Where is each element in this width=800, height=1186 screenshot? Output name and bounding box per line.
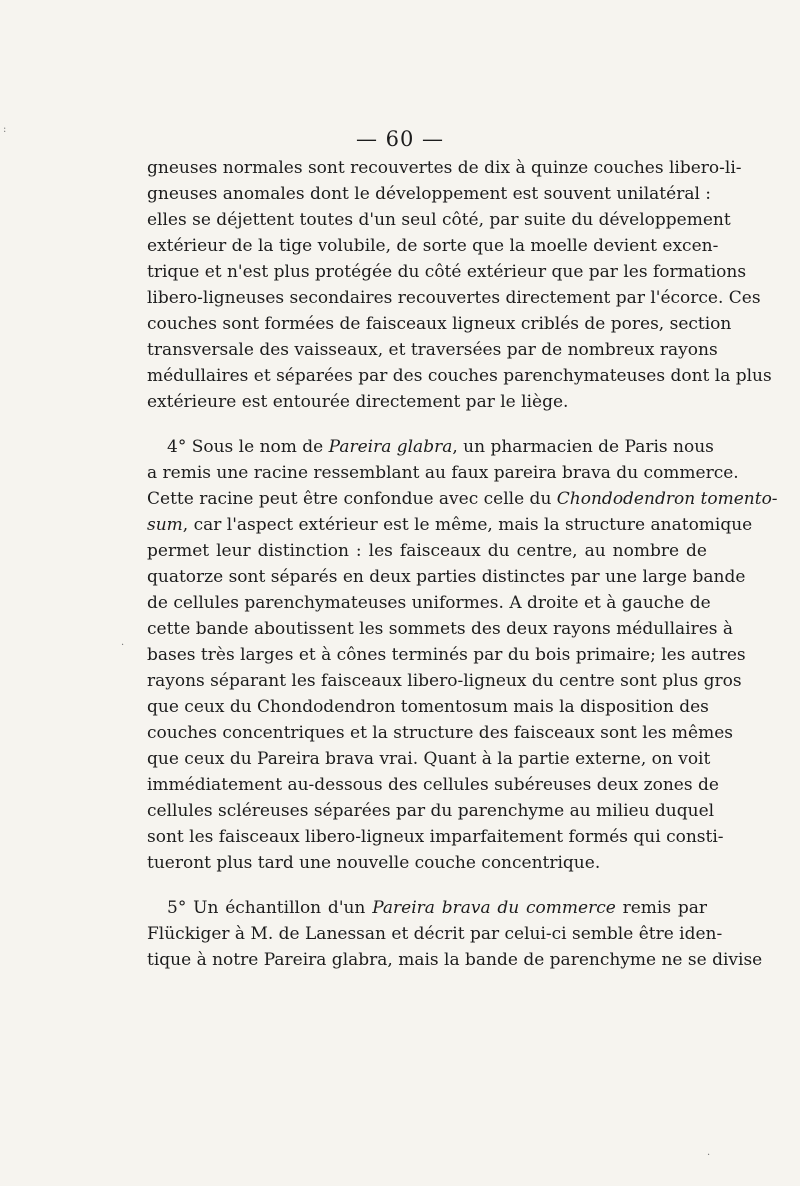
text-line: sont les faisceaux libero-ligneux imparfaitement formés qui consti- [147,827,724,847]
text-line: de cellules parenchymateuses uniformes. A droite et à gauche de [147,593,711,613]
scan-speck: · [121,640,125,651]
text-line: Flückiger à M. de Lanessan et décrit par celui-ci semble être iden- [147,924,723,944]
text-line [147,513,753,537]
text-line [167,435,714,459]
text-span: Cette racine peut être confondue avec celle du [147,489,552,509]
text-line: immédiatement au-dessous des cellules subéreuses deux zones de [147,775,719,795]
text-line: que ceux du Chondodendron tomentosum mais la disposition des [147,697,709,717]
italic-span: Chondodendron tomento- [556,489,778,509]
text-line: médullaires et séparées par des couches parenchymateuses dont la plus [147,366,772,386]
text-line: que ceux du Pareira brava vrai. Quant à la partie externe, on voit [147,749,711,769]
text-line: trique et n'est plus protégée du côté extérieur que par les formations [147,262,747,282]
text-line: couches sont formées de faisceaux ligneux criblés de pores, section [147,314,732,334]
text-span: 5° Un échantillon d'un [167,898,366,918]
text-line [167,896,707,920]
italic-span: sum [147,515,183,535]
text-line: rayons séparant les faisceaux libero-ligneux du centre sont plus gros [147,671,742,691]
text-line: cette bande aboutissent les sommets des deux rayons médullaires à [147,619,734,639]
text-line: cellules scléreuses séparées par du parenchyme au milieu duquel [147,801,715,821]
text-line: permet leur distinction : les faisceaux du centre, au nombre de [147,541,707,561]
text-line [147,487,778,511]
text-line: tique à notre Pareira glabra, mais la bande de parenchyme ne se divise [147,950,763,970]
text-line: tueront plus tard une nouvelle couche concentrique. [147,853,601,873]
text-line: extérieure est entourée directement par le liège. [147,392,569,412]
text-line: couches concentriques et la structure des faisceaux sont les mêmes [147,723,733,743]
page-header: — 60 — [355,127,445,151]
text-line: quatorze sont séparés en deux parties distinctes par une large bande [147,567,746,587]
text-span: , un pharmacien de Paris nous [452,437,714,457]
italic-span: Pareira brava du commerce [372,898,616,918]
text-span: 4° Sous le nom de [167,437,324,457]
text-line: bases très larges et à cônes terminés par du bois primaire; les autres [147,645,746,665]
text-line: a remis une racine ressemblant au faux pareira brava du commerce. [147,463,739,483]
text-line: transversale des vaisseaux, et traversées par de nombreux rayons [147,340,718,360]
text-line: extérieur de la tige volubile, de sorte que la moelle devient excen- [147,236,719,256]
scan-speck: : [3,124,7,135]
text-span: remis par [622,898,708,918]
italic-span: Pareira glabra [328,437,453,457]
text-span: , car l'aspect extérieur est le même, mais la structure anatomique [182,515,753,535]
text-line: gneuses normales sont recouvertes de dix à quinze couches libero-li- [147,158,742,178]
scan-speck: · [707,1150,711,1161]
text-line: elles se déjettent toutes d'un seul côté, par suite du développement [147,210,731,230]
text-line: libero-ligneuses secondaires recouvertes directement par l'écorce. Ces [147,288,761,308]
text-line: gneuses anomales dont le développement est souvent unilatéral : [147,184,712,204]
